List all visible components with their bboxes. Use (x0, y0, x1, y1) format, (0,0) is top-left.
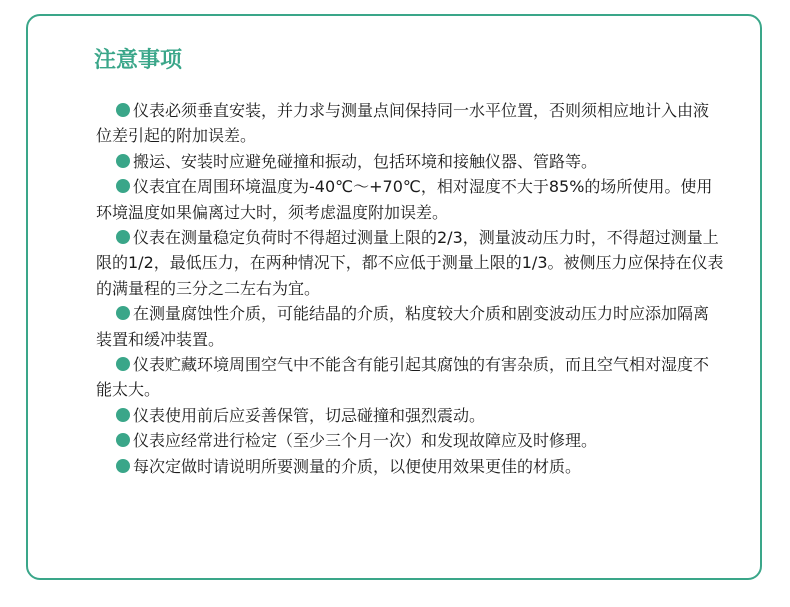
list-item (96, 301, 724, 352)
note-text: 仪表应经常进行检定（至少三个月一次）和发现故障应及时修理。 (133, 431, 598, 451)
list-item (96, 428, 724, 453)
list-item (96, 352, 724, 403)
bullet-icon (116, 103, 130, 117)
bullet-icon (116, 306, 130, 320)
list-item (96, 149, 724, 174)
list-item (96, 403, 724, 428)
bullet-icon (116, 459, 130, 473)
note-text: 在测量腐蚀性介质，可能结晶的介质，粘度较大介质和剧变波动压力时应添加隔离装置和缓冲装置。 (96, 304, 710, 349)
page-title: 注意事项 (94, 48, 183, 73)
bullet-icon (116, 357, 130, 371)
bullet-icon (116, 179, 130, 193)
bullet-icon (116, 154, 130, 168)
note-text: 仪表必须垂直安装，并力求与测量点间保持同一水平位置，否则须相应地计入由液位差引起的附加误差。 (96, 101, 710, 146)
list-item (96, 225, 724, 301)
bullet-icon (116, 433, 130, 447)
bullet-icon (116, 230, 130, 244)
note-text: 仪表使用前后应妥善保管，切忌碰撞和强烈震动。 (133, 405, 486, 425)
note-text: 搬运、安装时应避免碰撞和振动，包括环境和接触仪器、管路等。 (133, 151, 598, 171)
note-text: 仪表贮藏环境周围空气中不能含有能引起其腐蚀的有害杂质，而且空气相对湿度不能太大。 (96, 355, 710, 400)
list-item (96, 98, 724, 149)
note-text: 每次定做时请说明所要测量的介质，以便使用效果更佳的材质。 (133, 456, 582, 476)
note-text: 仪表在测量稳定负荷时不得超过测量上限的2/3，测量波动压力时，不得超过测量上限的1/2，最低压力，在两种情况下，都不应低于测量上限的1/3。被侧压力应保持在仪表的满量程的三分之二左右为宜。 (96, 228, 724, 298)
list-item (96, 174, 724, 225)
notes-list (96, 98, 724, 479)
bullet-icon (116, 408, 130, 422)
note-text: 仪表宜在周围环境温度为-40℃～+70℃，相对湿度不大于85%的场所使用。使用环境温度如果偏离过大时，须考虑温度附加误差。 (96, 177, 713, 222)
list-item (96, 454, 724, 479)
